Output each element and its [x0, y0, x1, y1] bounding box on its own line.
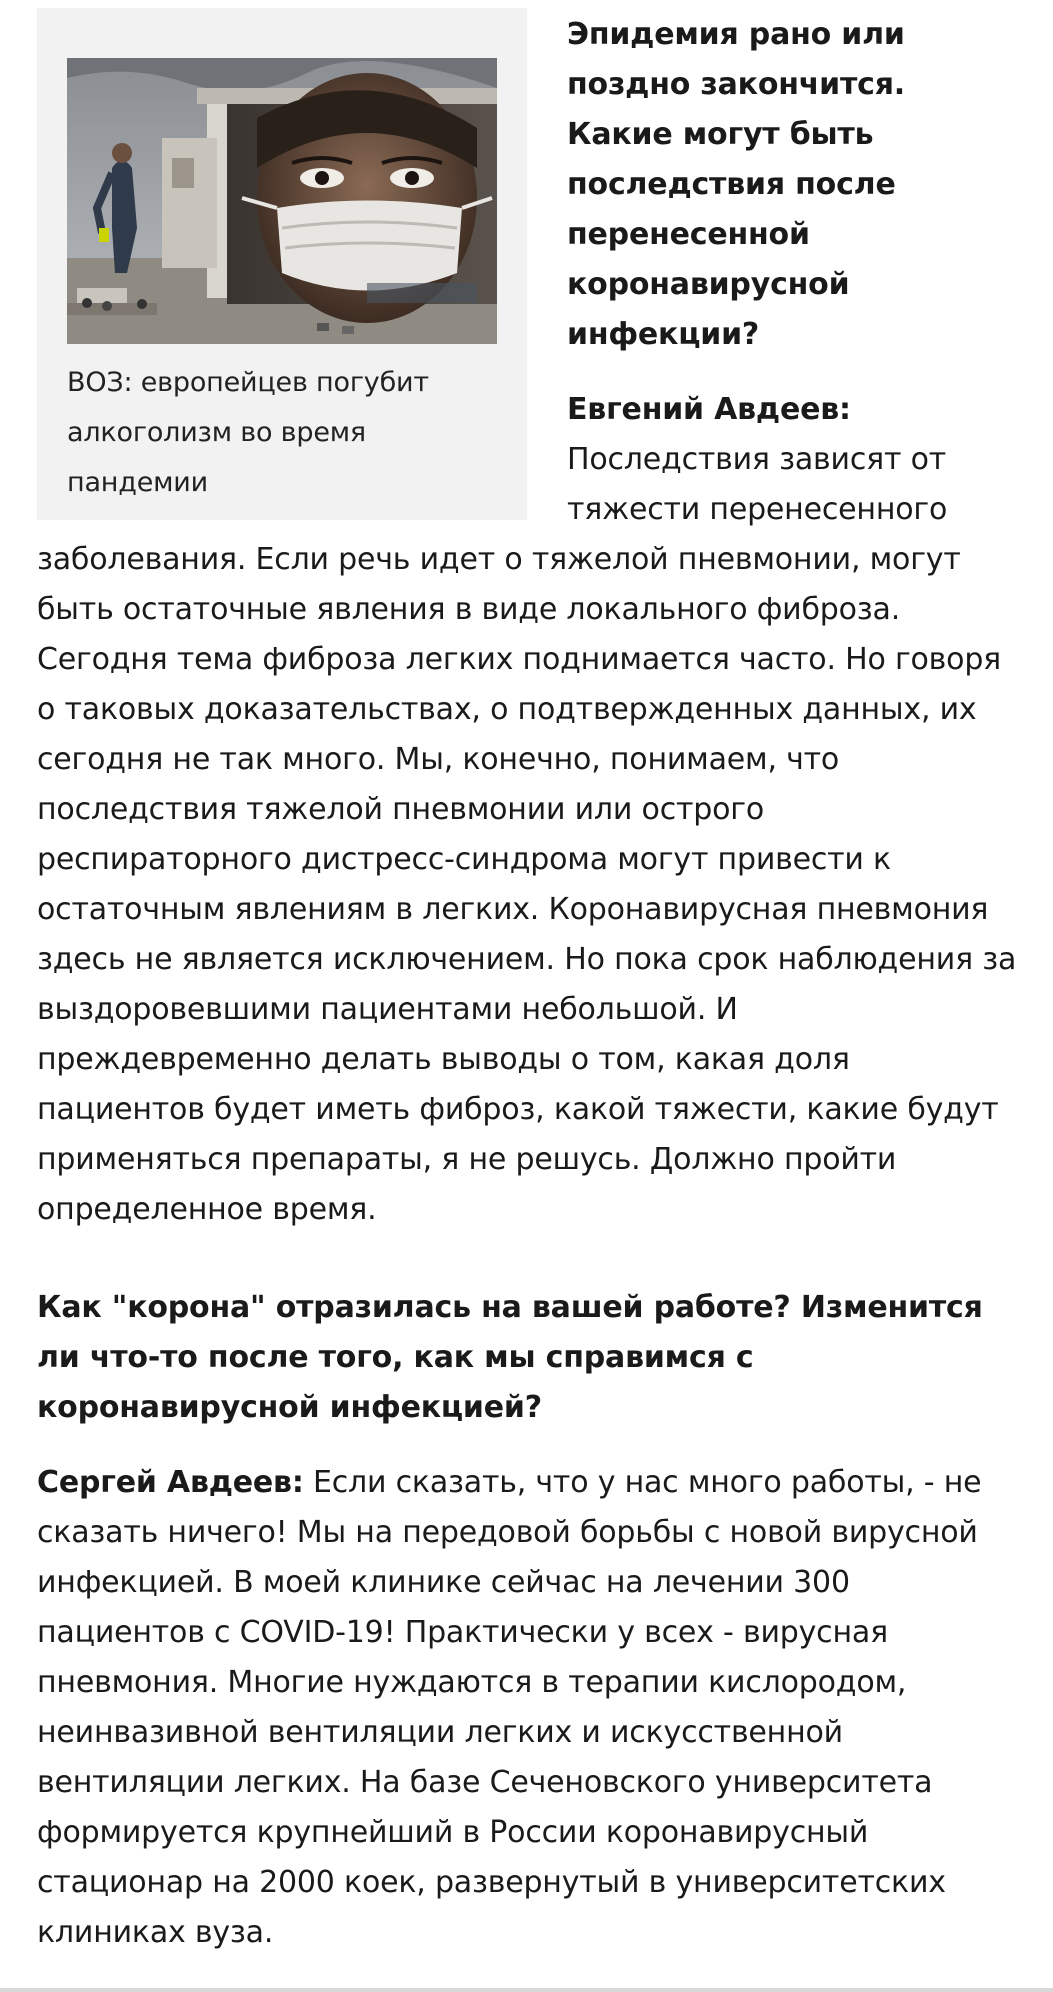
article-body: [37, 0, 1017, 1958]
speaker-name: Евгений Авдеев:: [567, 392, 851, 427]
speaker-name: Сергей Авдеев:: [37, 1465, 304, 1500]
interview-answer: [37, 1458, 1017, 1958]
answer-text: Последствия зависят от тяжести перенесенного заболевания. Если речь идет о тяжелой пневмонии, могут быть остаточные явления в виде локального фиброза. Сегодня тема фиброза легких поднимается часто. Но говоря о таковых доказательствах, о подтвержденных данных, их сегодня не так много. Мы, конечно, понимаем, что последствия тяжелой пневмонии или острого респираторного дистресс-синдрома могут привести к остаточным явлениям в легких. Коронавирусная пневмония здесь не является исключением. Но пока срок наблюдения за выздоровевшими пациентами небольшой. И преждевременно делать выводы о том, какая доля пациентов будет иметь фиброз, какой тяжести, какие будут применяться препараты, я не решусь. Должно пройти определенное время.: [37, 442, 1017, 1227]
interview-question: Эпидемия рано или поздно закончится. Какие могут быть последствия после перенесенной коронавирусной инфекции?: [567, 17, 906, 352]
related-article-card[interactable]: [37, 8, 527, 520]
answer-text: Если сказать, что у нас много работы, - не сказать ничего! Мы на передовой борьбы с новой вирусной инфекцией. В моей клинике сейчас на лечении 300 пациентов с COVID-19! Практически у всех - вирусная пневмония. Многие нуждаются в терапии кислородом, неинвазивной вентиляции легких и искусственной вентиляции легких. На базе Сеченовского университета формируется крупнейший в России коронавирусный стационар на 2000 коек, развернутый в университетских клиниках вуза.: [37, 1465, 982, 1950]
related-article-photo[interactable]: [67, 58, 497, 344]
interview-question: Как "корона" отразилась на вашей работе? Изменится ли что-то после того, как мы справимся с коронавирусной инфекцией?: [37, 1290, 983, 1425]
page-divider: [0, 1988, 1053, 1992]
related-article-title[interactable]: ВОЗ: европейцев погубит алкоголизм во время пандемии: [67, 367, 429, 498]
